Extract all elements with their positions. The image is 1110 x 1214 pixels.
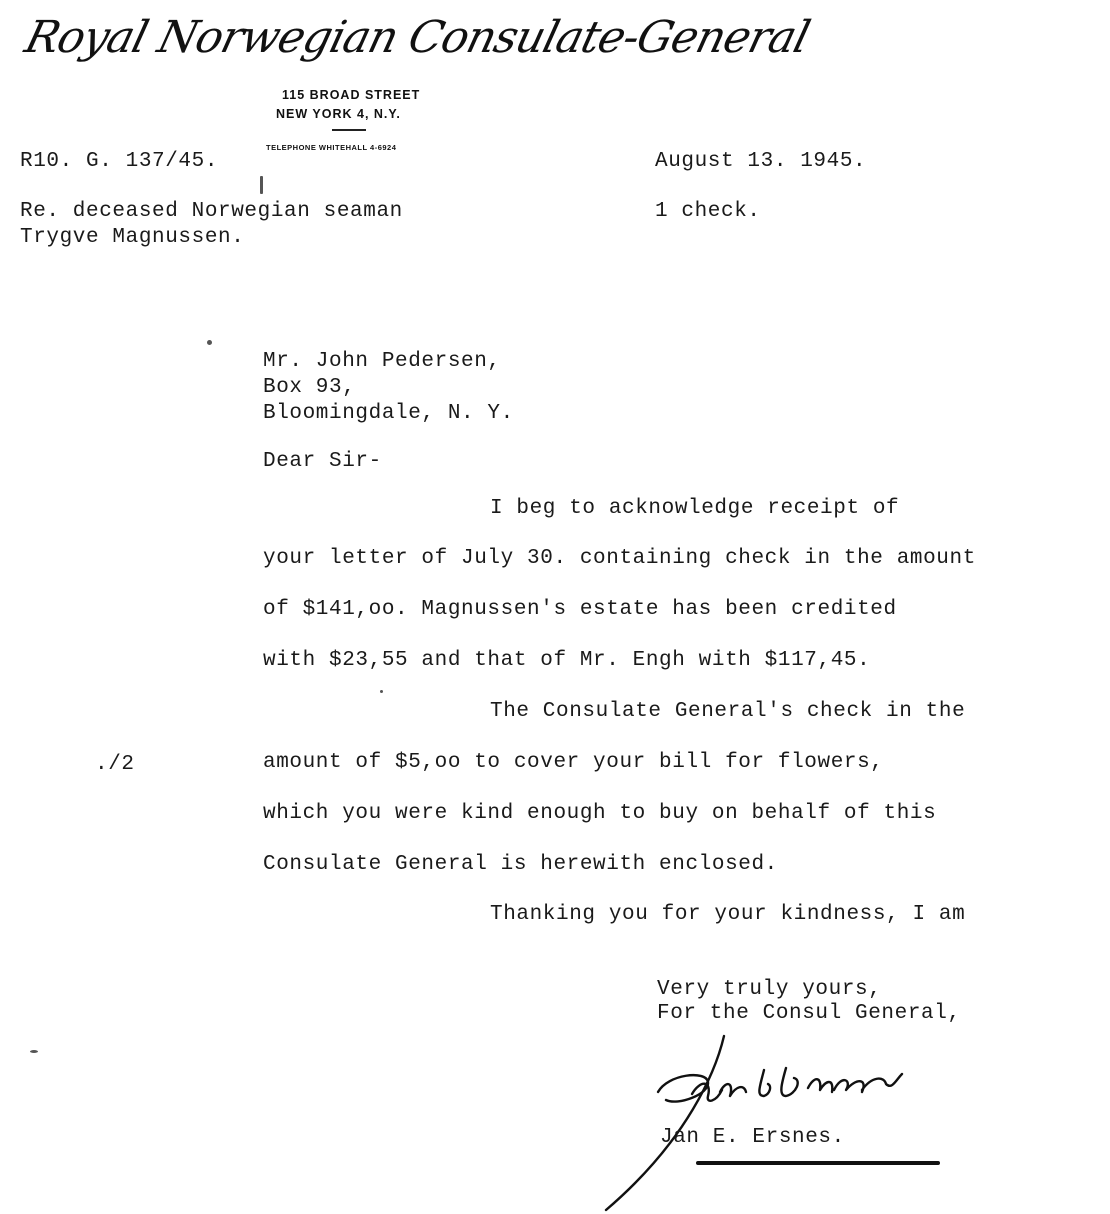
handwritten-signature xyxy=(596,1030,916,1214)
recipient-city: Bloomingdale, N. Y. xyxy=(263,402,514,425)
closing-line-2: For the Consul General, xyxy=(657,1002,961,1025)
margin-note: ./2 xyxy=(95,753,135,776)
body-line: The Consulate General's check in the xyxy=(490,700,966,723)
closing-line-1: Very truly yours, xyxy=(657,978,882,1001)
scan-speck xyxy=(380,690,383,693)
salutation: Dear Sir- xyxy=(263,450,382,473)
signatory-name: Jan E. Ersnes. xyxy=(660,1126,845,1149)
scan-speck xyxy=(30,1050,38,1053)
reference-number: R10. G. 137/45. xyxy=(20,150,219,173)
letterhead-city: NEW YORK 4, N.Y. xyxy=(276,107,401,121)
scan-speck xyxy=(260,176,263,194)
scan-speck xyxy=(207,340,212,345)
body-line: your letter of July 30. containing check in the amount xyxy=(263,547,976,570)
letterhead-telephone: TELEPHONE WHITEHALL 4-6924 xyxy=(266,143,397,152)
recipient-name: Mr. John Pedersen, xyxy=(263,350,501,373)
letterhead-title: Royal Norwegian Consulate-General xyxy=(20,12,815,63)
body-line: of $141,oo. Magnussen's estate has been credited xyxy=(263,598,897,621)
body-line: I beg to acknowledge receipt of xyxy=(490,497,900,520)
body-line: Thanking you for your kindness, I am xyxy=(490,903,966,926)
letterhead-street: 115 BROAD STREET xyxy=(282,88,421,102)
subject-line-1: Re. deceased Norwegian seaman xyxy=(20,200,403,223)
enclosure-note: 1 check. xyxy=(655,200,761,223)
letterhead-divider xyxy=(332,129,366,131)
recipient-box: Box 93, xyxy=(263,376,356,399)
body-line: Consulate General is herewith enclosed. xyxy=(263,853,778,876)
body-line: which you were kind enough to buy on behalf of this xyxy=(263,802,937,825)
body-line: with $23,55 and that of Mr. Engh with $117,45. xyxy=(263,649,871,672)
subject-line-2: Trygve Magnussen. xyxy=(20,226,245,249)
letter-date: August 13. 1945. xyxy=(655,150,867,173)
body-line: amount of $5,oo to cover your bill for flowers, xyxy=(263,751,884,774)
signature-underline xyxy=(696,1161,940,1165)
